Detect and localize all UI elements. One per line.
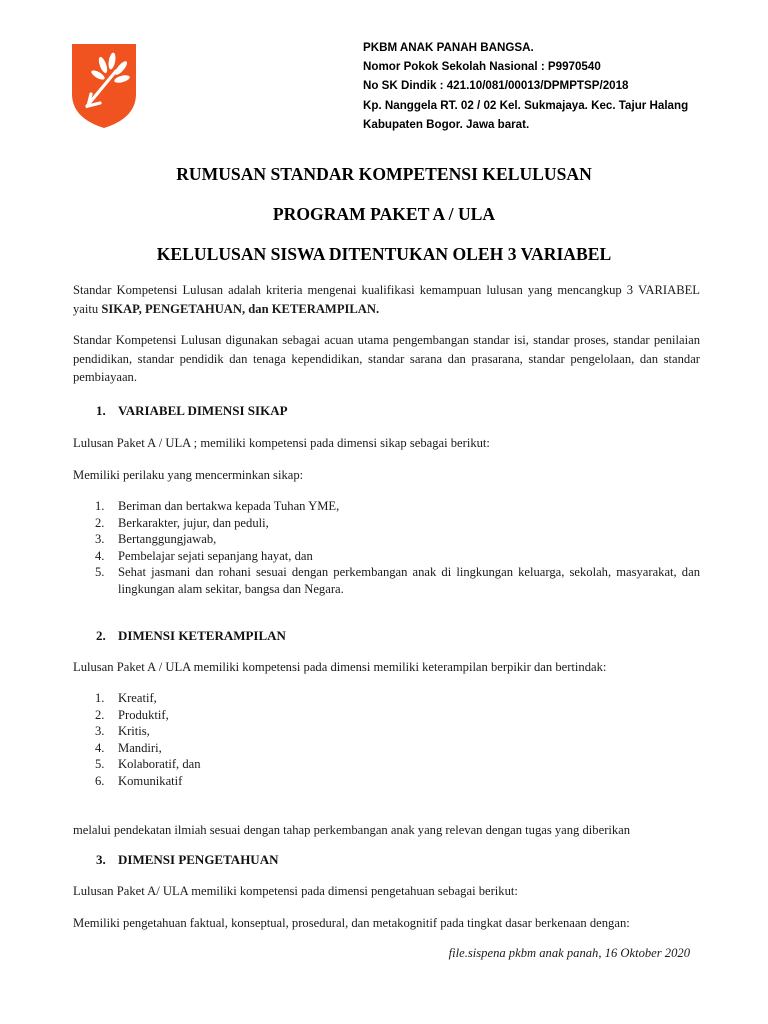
variables-title: KELULUSAN SISWA DITENTUKAN OLEH 3 VARIABEL	[156, 244, 612, 264]
section-1-para-1: Lulusan Paket A / ULA ; memiliki kompetensi pada dimensi sikap sebagai berikut:	[73, 436, 490, 450]
section-1-number: 1.	[96, 403, 106, 418]
main-title: RUMUSAN STANDAR KOMPETENSI KELULUSAN	[176, 164, 592, 184]
section-1-title: VARIABEL DIMENSI SIKAP	[118, 403, 288, 418]
section-3-title: DIMENSI PENGETAHUAN	[118, 852, 279, 867]
list-item: 5. Sehat jasmani dan rohani sesuai dengan perkembangan anak di lingkungan keluarga, sekolah, masyarakat, dan lingkungan alam sekitar, bangsa dan Negara.	[95, 565, 700, 596]
list-item: 2. Berkarakter, jujur, dan peduli,	[95, 515, 269, 530]
section-2-heading	[96, 628, 286, 644]
list-item: 3. Kritis,	[95, 724, 150, 739]
header-address: Kp. Nanggela RT. 02 / 02 Kel. Sukmajaya. Kec. Tajur Halang	[363, 98, 689, 112]
list-item: 1. Beriman dan bertakwa kepada Tuhan YME,	[95, 499, 340, 513]
section-3-heading	[96, 852, 278, 868]
list-item: 6. Komunikatif	[95, 773, 183, 788]
list-item: 4. Pembelajar sejati sepanjang hayat, dan	[95, 548, 313, 563]
section-2-para-1: Lulusan Paket A / ULA memiliki kompetensi pada dimensi memiliki keterampilan berpikir dan bertindak:	[73, 660, 607, 674]
section-2-title: DIMENSI KETERAMPILAN	[118, 628, 286, 643]
header-school-name: PKBM ANAK PANAH BANGSA.	[363, 41, 534, 54]
section-2-list	[95, 690, 700, 790]
section-3-para-2: Memiliki pengetahuan faktual, konseptual, prosedural, dan metakognitif pada tingkat dasar berkenaan dengan:	[73, 916, 630, 930]
intro-paragraph-1	[73, 281, 700, 318]
list-item: 3. Bertanggungjawab,	[95, 532, 217, 547]
list-item: 1. Kreatif,	[95, 691, 157, 705]
section-1-heading	[96, 403, 288, 419]
section-1-para-2: Memiliki perilaku yang mencerminkan sikap:	[73, 468, 304, 482]
list-item: 5. Kolaboratif, dan	[95, 757, 201, 772]
header-region: Kabupaten Bogor. Jawa barat.	[363, 117, 530, 131]
header-sk-dindik: No SK Dindik : 421.10/081/00013/DPMPTSP/2018	[363, 79, 629, 93]
intro-paragraph-2: Standar Kompetensi Lulusan digunakan sebagai acuan utama pengembangan standar isi, standar proses, standar penilaian pendidikan, standar pendidik dan tenaga kependidikan, standar sarana dan prasarana, standar pengelolaan, dan standar pembiayaan.	[73, 333, 700, 385]
program-title: PROGRAM PAKET A / ULA	[272, 204, 496, 224]
intro-text-start: Standar Kompetensi Lulusan adalah kriteria mengenai kualifikasi kemampuan lulusan yang mencangkup 3	[73, 283, 634, 297]
section-2-number: 2.	[96, 628, 106, 643]
list-item: 4. Mandiri,	[95, 740, 162, 755]
intro-variables-bold: SIKAP, PENGETAHUAN, dan KETERAMPILAN.	[101, 301, 380, 316]
list-item: 2. Produktif,	[95, 707, 169, 722]
header-npsn: Nomor Pokok Sekolah Nasional : P9970540	[363, 60, 601, 74]
footer-note: file.sispena pkbm anak panah, 16 Oktober 2020	[448, 946, 690, 960]
section-3-number: 3.	[96, 852, 106, 867]
intro-text-mid: VARIABEL yaitu	[73, 283, 700, 316]
section-2-after-text: melalui pendekatan ilmiah sesuai dengan tahap perkembangan anak yang relevan dengan tugas yang diberikan	[73, 823, 631, 837]
section-3-para-1: Lulusan Paket A/ ULA memiliki kompetensi pada dimensi pengetahuan sebagai berikut:	[73, 884, 518, 898]
section-1-list	[95, 498, 700, 598]
school-logo-icon	[72, 44, 136, 128]
school-header	[363, 38, 743, 134]
